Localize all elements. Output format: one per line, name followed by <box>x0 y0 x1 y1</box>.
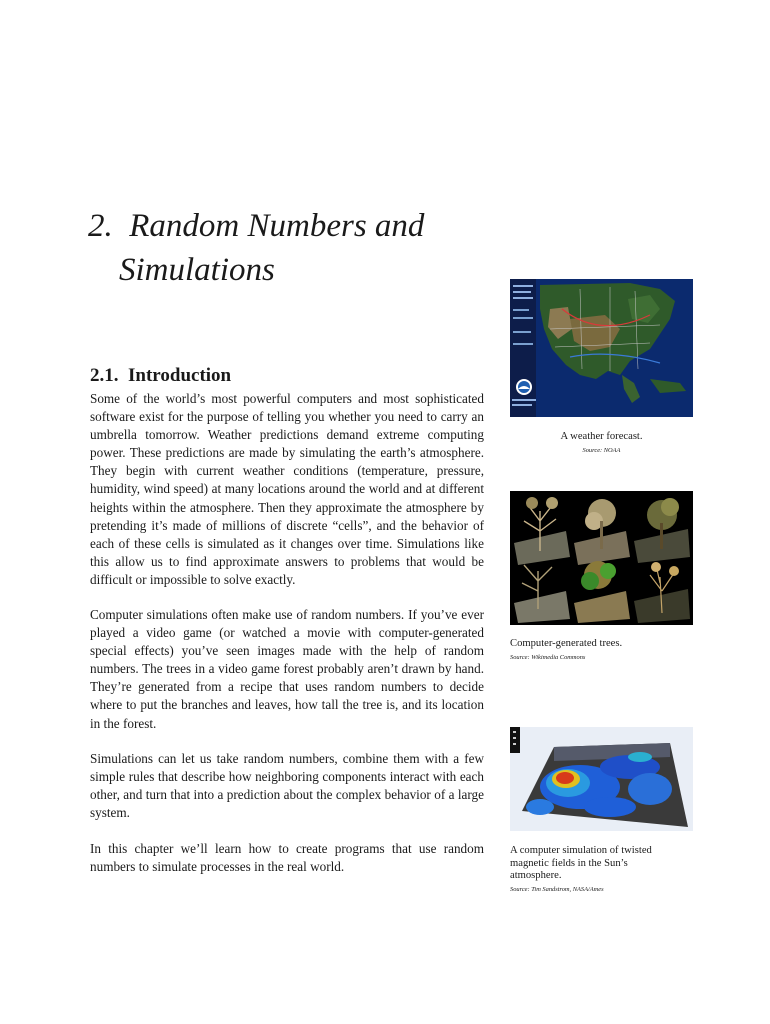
trees-source: Source: Wikimedia Commons <box>510 654 586 661</box>
sun-simulation-image <box>510 727 693 831</box>
section-title <box>90 364 231 388</box>
paragraph-2: Computer simulations often make use of random numbers. If you’ve ever played a video game (or watched a movie with computer-generated special effects) you’ve seen images made with the help of random numbers. The trees in a video game forest probably aren’t drawn by hand. They’re generated from a recipe that uses random numbers to decide where to put the branches and leaves, how tall the tree is, and its location in the forest. <box>90 607 484 731</box>
section-number: 2.1. <box>90 365 119 386</box>
sun-caption: A computer simulation of twisted magnetic fields in the Sun’s atmosphere. <box>510 845 652 881</box>
weather-source: Source: NOAA <box>582 447 621 454</box>
chapter-number: 2. <box>88 208 113 244</box>
weather-map-image <box>510 279 693 417</box>
paragraph-4: In this chapter we’ll learn how to create programs that use random numbers to simulate processes in the real world. <box>90 841 484 875</box>
chapter-title-line1: Random Numbers and <box>129 208 425 244</box>
trees-image <box>510 491 693 625</box>
paragraph-1: Some of the world’s most powerful computers and most sophisticated software exist for the purpose of telling you whether you need to carry an umbrella tomorrow. Weather predictions demand extreme computing power. These predictions are made by simulating the earth’s atmosphere. They begin with current weather conditions (temperature, pressure, humidity, wind speed) at many locations around the world and at different heights within the atmosphere. Then they approximate the atmosphere by pretending it’s made of millions of discrete “cells”, and the behavior of each of these cells is simulated as it changes over time. Simulations like this allow us to find approximate answers to problems that would be difficult or impossible to solve exactly. <box>90 391 484 587</box>
section-title-text: Introduction <box>128 365 232 386</box>
paragraph-3: Simulations can let us take random numbers, combine them with a few simple rules that describe how neighboring components interact with each other, and turn that into a prediction about the complex behavior of a large system. <box>90 751 484 821</box>
weather-caption: A weather forecast. <box>560 431 643 442</box>
trees-caption: Computer-generated trees. <box>510 638 623 649</box>
chapter-title-line2: Simulations <box>119 252 275 288</box>
chapter-title <box>88 204 488 292</box>
sun-source: Source: Tim Sandstrom, NASA/Ames <box>510 886 604 893</box>
